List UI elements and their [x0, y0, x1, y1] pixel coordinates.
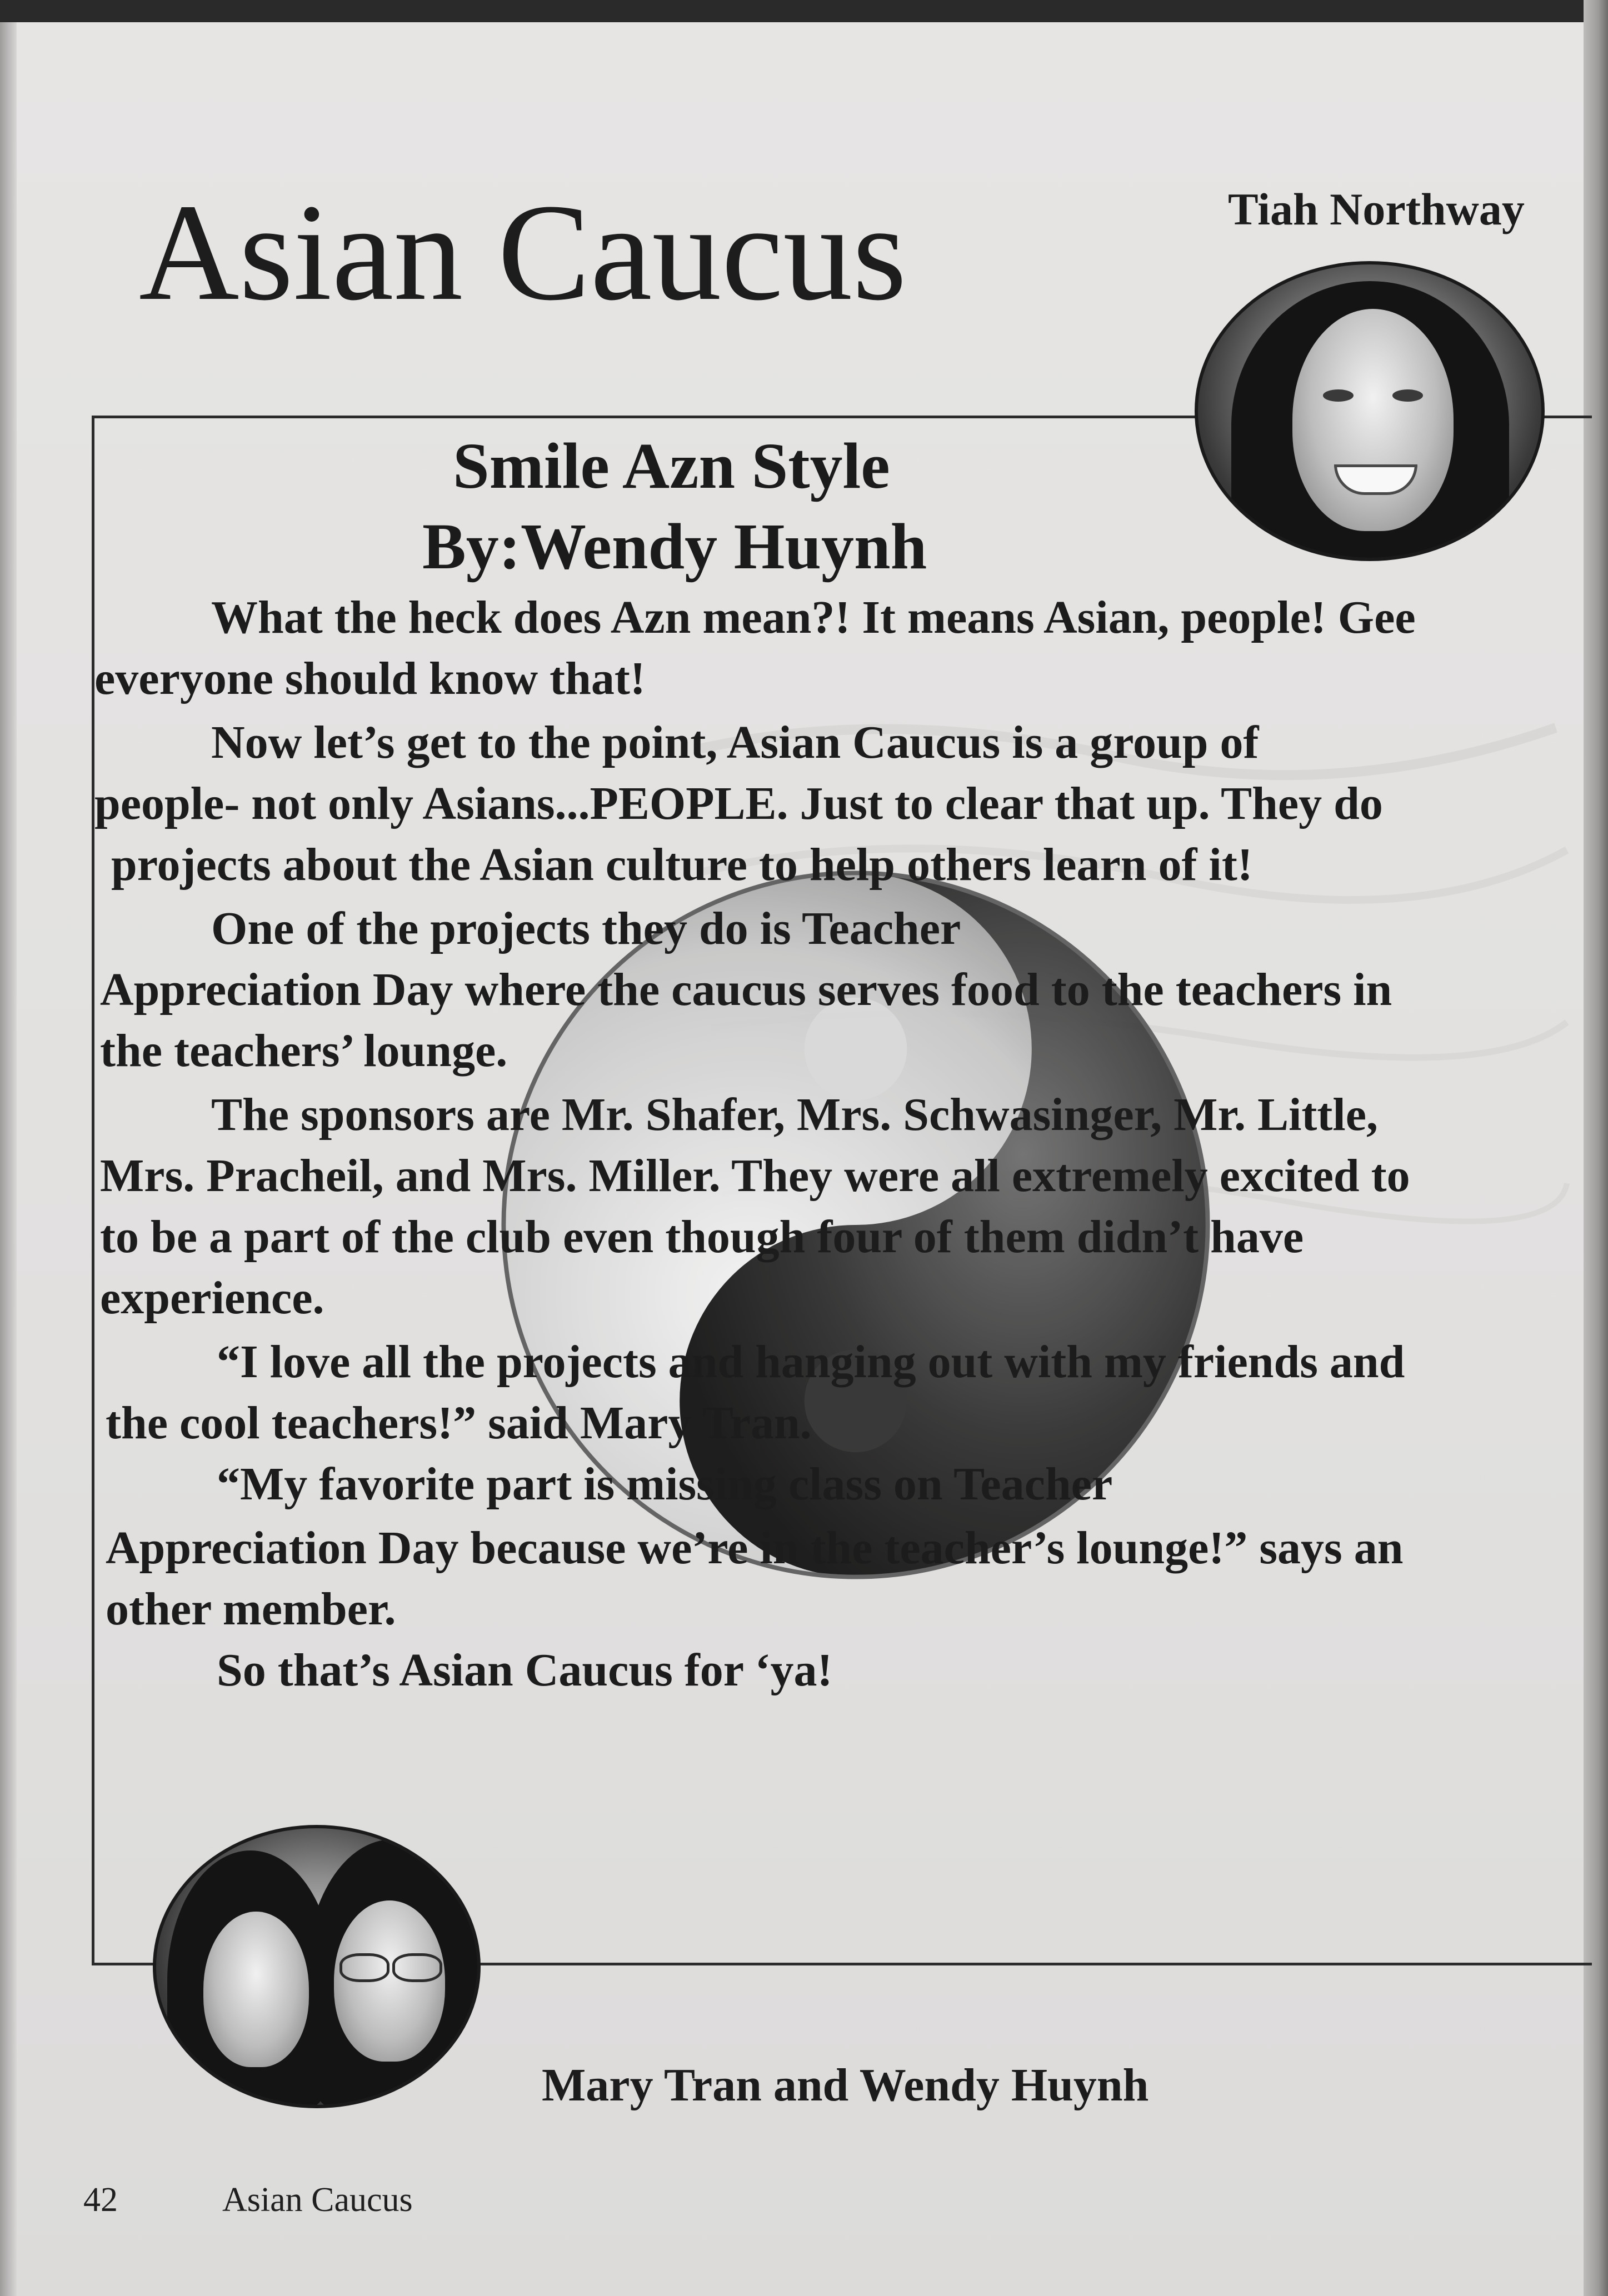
article-line: One of the projects they do is Teacher	[211, 903, 961, 954]
article-line: the cool teachers!” said Mary Tran.	[106, 1397, 812, 1449]
article-line: What the heck does Azn mean?! It means Asian, people! Gee	[211, 592, 1416, 643]
page-number: 42	[83, 2181, 118, 2219]
article-line: everyone should know that!	[94, 653, 646, 704]
article-line: So that’s Asian Caucus for ‘ya!	[217, 1644, 833, 1696]
article-line: Now let’s get to the point, Asian Caucus is a group of	[211, 717, 1259, 768]
scan-left-edge	[0, 22, 17, 2296]
article-line: Appreciation Day where the caucus serves food to the teachers in	[100, 964, 1392, 1016]
article-line: other member.	[106, 1583, 396, 1635]
article-line: projects about the Asian culture to help others learn of it!	[111, 839, 1253, 891]
portrait-photo-top	[1195, 261, 1545, 561]
article-line: “I love all the projects and hanging out with my friends and	[217, 1336, 1405, 1388]
article-byline: By:Wendy Huynh	[422, 510, 927, 583]
scan-top-edge	[0, 0, 1608, 22]
article-line: experience.	[100, 1272, 324, 1324]
article-line: the teachers’ lounge.	[100, 1025, 508, 1077]
article-line: people- not only Asians...PEOPLE. Just to clear that up. They do	[94, 778, 1383, 829]
page-title: Asian Caucus	[139, 176, 907, 329]
article-line: Mrs. Pracheil, and Mrs. Miller. They were all extremely excited to	[100, 1150, 1410, 1202]
article-line: to be a part of the club even though four of them didn’t have	[100, 1211, 1304, 1263]
article-line: “My favorite part is missing class on Teacher	[217, 1458, 1113, 1510]
photo-caption-bottom: Mary Tran and Wendy Huynh	[542, 2059, 1149, 2111]
article-title: Smile Azn Style	[453, 429, 890, 502]
article-line: The sponsors are Mr. Shafer, Mrs. Schwasinger, Mr. Little,	[211, 1089, 1378, 1141]
portrait-photo-bottom	[153, 1825, 481, 2108]
article-line: Appreciation Day because we’re in the teacher’s lounge!” says an	[106, 1522, 1404, 1574]
photo-caption-top: Tiah Northway	[1228, 184, 1525, 234]
section-label: Asian Caucus	[222, 2181, 413, 2219]
